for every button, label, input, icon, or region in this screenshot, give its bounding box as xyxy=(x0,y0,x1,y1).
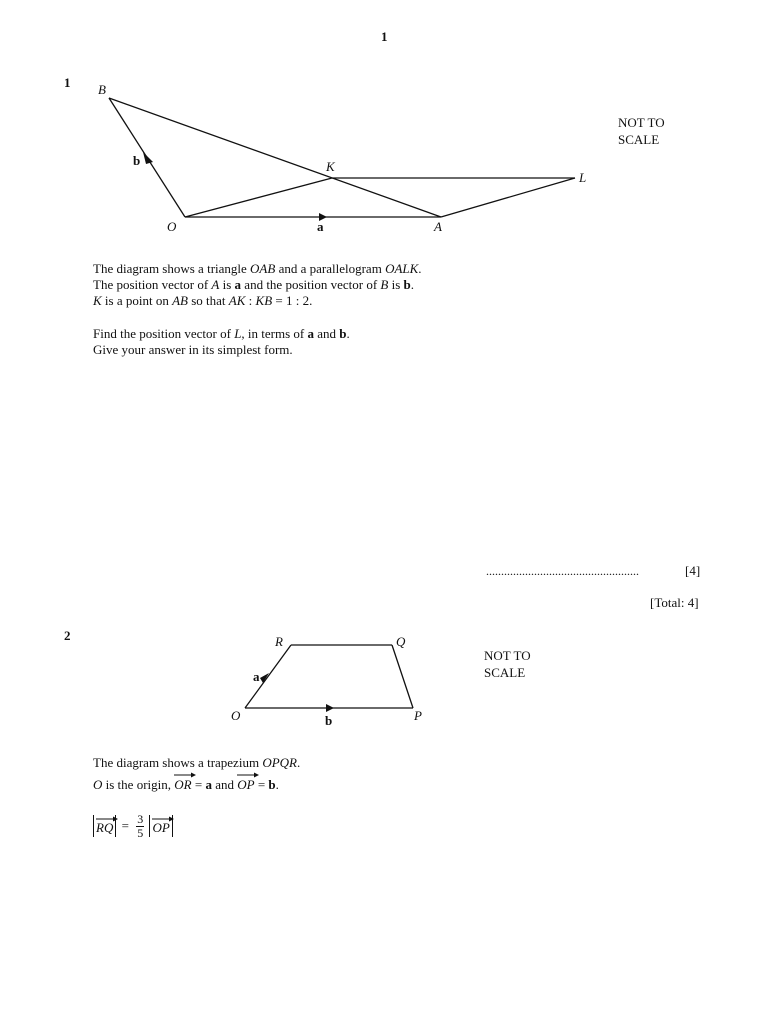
q1-text-OAB: OAB xyxy=(250,261,276,276)
q1-text: is xyxy=(219,277,235,292)
q2-text: . xyxy=(275,777,279,792)
q1-text: . xyxy=(346,326,350,341)
question-2-number: 2 xyxy=(64,628,71,643)
q1-text-KB: KB xyxy=(255,293,273,308)
q1-label-K: K xyxy=(326,159,335,174)
q2-eq-equals: = xyxy=(121,818,129,834)
q1-text-L: L xyxy=(234,326,242,341)
q1-text: : xyxy=(245,293,256,308)
q1-text-AK: AK xyxy=(228,293,246,308)
q2-text: . xyxy=(296,755,301,770)
q2-eq-RQ: RQ xyxy=(96,820,114,836)
q1-text: so that xyxy=(187,293,229,308)
q1-label-B: B xyxy=(98,82,106,97)
q2-line-OR xyxy=(245,645,291,708)
q1-label-O: O xyxy=(167,219,177,234)
q1-not-to-scale-line2: SCALE xyxy=(618,132,660,147)
q2-eq-OP: OP xyxy=(152,820,170,836)
q2-label-R: R xyxy=(275,634,283,649)
q1-text-b: b xyxy=(339,326,347,341)
q1-text: and a parallelogram xyxy=(275,261,386,276)
q1-text-a: a xyxy=(307,326,314,341)
q2-label-P: P xyxy=(414,708,422,723)
q1-answer-line[interactable]: ................................................... xyxy=(486,564,639,578)
q1-text: Find the position vector of xyxy=(93,326,235,341)
q1-text: . xyxy=(418,261,422,276)
q1-text-a: a xyxy=(234,277,242,292)
vector-arrow-icon xyxy=(96,816,118,822)
q1-text-B: B xyxy=(380,277,389,292)
q2-text-b: b xyxy=(268,777,276,792)
q1-text-K: K xyxy=(93,293,102,308)
q2-arrow-b xyxy=(326,704,334,712)
q2-equation xyxy=(93,812,173,840)
q2-not-to-scale-line1: NOT TO xyxy=(484,648,531,663)
q1-label-a-vector: a xyxy=(317,219,324,234)
q2-vector-OR xyxy=(174,777,191,793)
q1-total: [Total: 4] xyxy=(650,595,699,610)
q2-label-b-vector: b xyxy=(325,713,333,728)
q1-text: = 1 : 2. xyxy=(272,293,313,308)
q1-text: , in terms of xyxy=(241,326,308,341)
q2-abs-op xyxy=(149,815,172,837)
q2-text: = xyxy=(191,777,206,792)
vector-arrow-icon xyxy=(237,772,259,778)
q1-text: and the position vector of xyxy=(241,277,381,292)
q1-not-to-scale-line1: NOT TO xyxy=(618,115,665,130)
q2-vector-RQ xyxy=(96,818,113,838)
q2-abs-rq xyxy=(93,815,116,837)
q1-text: The position vector of xyxy=(93,277,212,292)
q2-label-O: O xyxy=(231,708,241,723)
q2-not-to-scale-line2: SCALE xyxy=(484,665,526,680)
q2-vector-OP-eq xyxy=(152,818,169,838)
q2-text-O: O xyxy=(93,777,103,792)
q2-fraction xyxy=(136,813,144,840)
q2-label-a-vector: a xyxy=(253,669,260,684)
q2-text-OP: OP xyxy=(237,777,255,792)
page-number: 1 xyxy=(381,29,388,44)
q2-frac-den: 5 xyxy=(137,825,144,840)
q2-line-QP xyxy=(392,645,413,708)
q1-line5: Give your answer in its simplest form. xyxy=(93,342,293,357)
q1-label-b-vector: b xyxy=(133,153,141,168)
q1-text-b: b xyxy=(403,277,411,292)
q2-line2 xyxy=(93,777,279,793)
q2-text-OR: OR xyxy=(174,777,192,792)
q2-label-Q: Q xyxy=(396,634,406,649)
q1-text-A: A xyxy=(211,277,220,292)
q1-text: and xyxy=(314,326,340,341)
vector-arrow-icon xyxy=(174,772,196,778)
q1-text-OALK: OALK xyxy=(385,261,419,276)
q2-text-a: a xyxy=(205,777,212,792)
q2-line1 xyxy=(93,755,300,771)
q1-label-L: L xyxy=(579,170,587,185)
q1-marks: [4] xyxy=(685,563,701,578)
q2-text: and xyxy=(211,777,238,792)
q2-text: The diagram shows a trapezium xyxy=(93,755,263,770)
q1-label-A: A xyxy=(434,219,442,234)
q2-text: is the origin, xyxy=(102,777,175,792)
q2-vector-OP xyxy=(237,777,254,793)
q2-text-OPQR: OPQR xyxy=(262,755,297,770)
q2-frac-num: 3 xyxy=(137,811,144,826)
question-1-number: 1 xyxy=(64,75,71,90)
q1-text: The diagram shows a triangle xyxy=(93,261,251,276)
q2-text: = xyxy=(254,777,269,792)
q1-text: . xyxy=(410,277,415,292)
vector-arrow-icon xyxy=(152,816,174,822)
q1-text-AB: AB xyxy=(172,293,188,308)
q1-text: is xyxy=(388,277,404,292)
q1-text: is a point on xyxy=(101,293,173,308)
